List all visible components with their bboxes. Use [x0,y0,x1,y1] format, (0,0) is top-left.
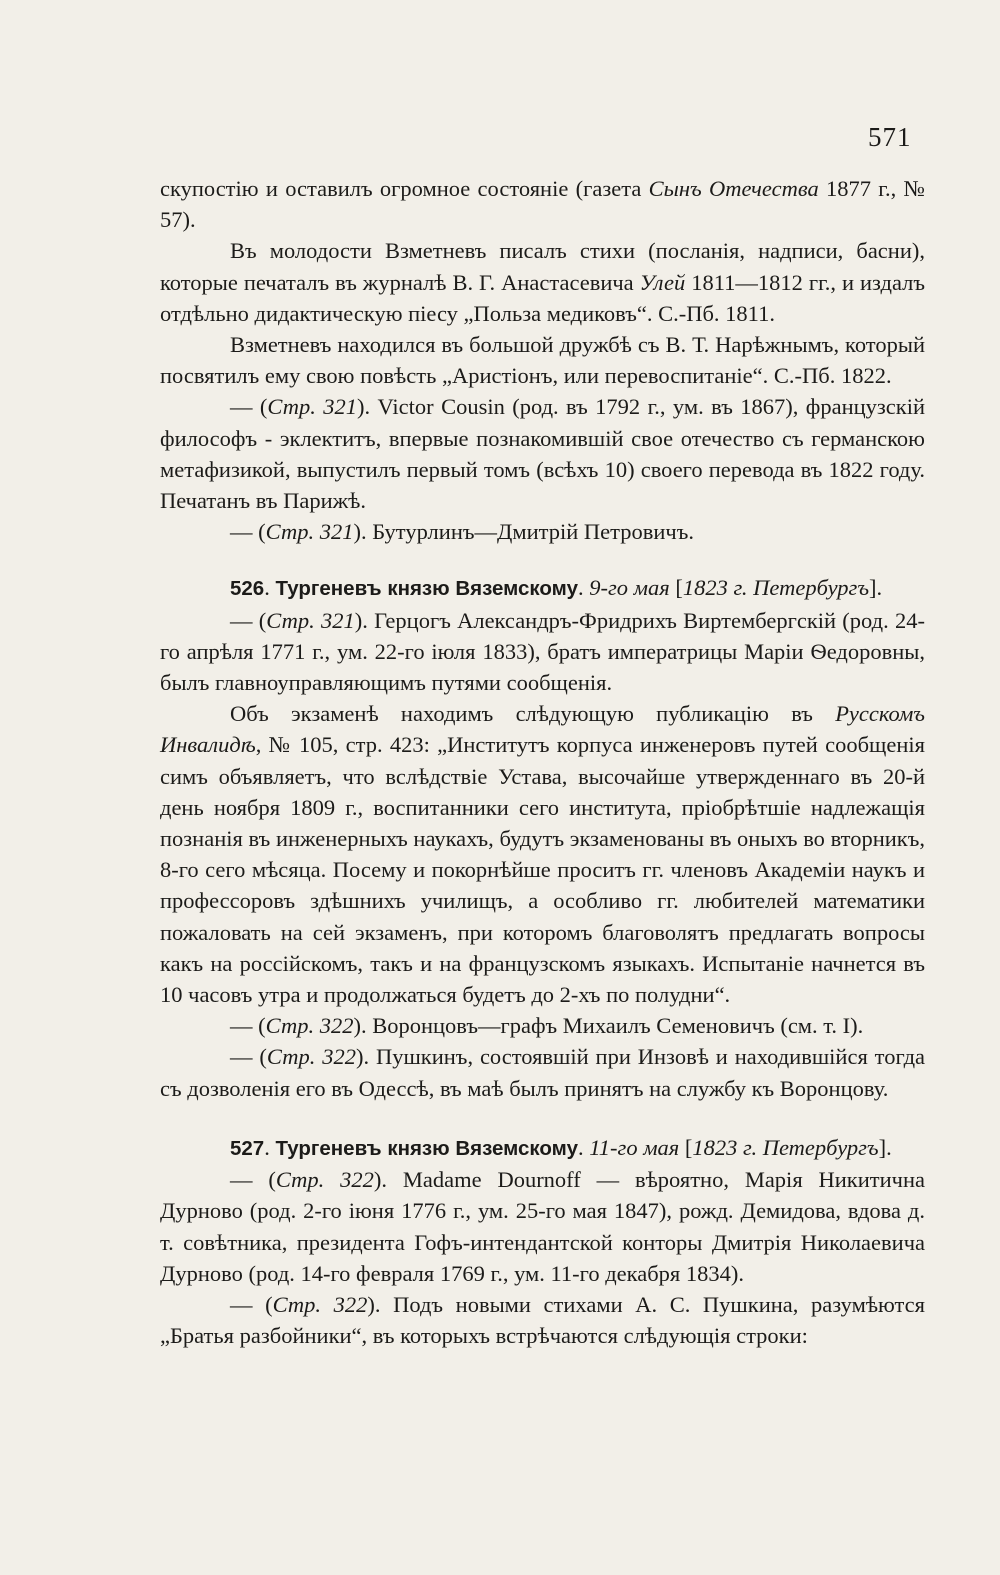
text-run: — ( [230,1167,276,1193]
text-run: ). Воронцовъ—графъ Михаилъ Семеновичъ (см. т. I). [353,1013,864,1039]
italic-text: Стр. 322 [265,1013,354,1039]
paragraph [160,1289,925,1351]
text-run: [ [679,1134,693,1160]
italic-text: 1823 г. Петербургъ [682,575,870,601]
letter-number: 527 [230,1136,265,1160]
paragraph [160,1164,925,1289]
text-run: ). Подъ новыми стихами А. С. Пушкина, разумѣются „Братья разбойники“, въ которыхъ встрѣчаются слѣдующія строки: [160,1291,925,1349]
paragraph [160,605,925,699]
italic-text: 11-го мая [589,1134,680,1160]
italic-text: 9-го мая [589,575,670,601]
text-run: — ( [230,1044,267,1070]
text-run: ). Герцогъ Александръ-Фридрихъ Виртембергскій (род. 24-го апрѣля 1771 г., ум. 22-го іюля 1833), братъ императрицы Маріи Ѳедоровны, былъ главноуправляющимъ путями сообщенія. [160,607,925,696]
page-number: 571 [868,122,912,152]
text-run: ). Бутурлинъ—Дмитрій Петровичъ. [353,519,694,545]
text-run: . [264,575,276,601]
italic-text: Стр. 322 [266,1044,356,1070]
paragraph [160,1132,925,1164]
paragraph [160,1010,925,1041]
text-run: , № 105, стр. 423: „Институтъ корпуса инженеровъ путей сообщенія симъ объявляетъ, что вслѣдствіе Устава, высочайше утвержденнаго въ 20-й день ноября 1809 г., воспитанники сего института, пріобрѣтшіе надлежащія познанія въ инженерныхъ наукахъ, будутъ экзаменованы въ оныхъ во вторникъ, 8-го сего мѣсяца. Посему и покорнѣйше проситъ гг. членовъ Академіи наукъ и профессоровъ здѣшнихъ училищъ, а особливо гг. любителей математики пожаловать на сей экзаменъ, при которомъ благоволятъ предлагать вопросы какъ на россійскомъ, такъ и на французскомъ языкахъ. Испытаніе начнется въ 10 часовъ утра и продолжаться будетъ до 2-хъ по полудни“. [160,732,925,1008]
text-run: Взметневъ находился въ большой дружбѣ съ В. Т. Нарѣжнымъ, который посвятилъ ему свою повѣсть „Аристіонъ, или перевоспитаніе“. С.-Пб. 1822. [160,332,925,389]
paragraph [160,329,925,391]
text-run: ). Пушкинъ, состоявшій при Инзовѣ и находившійся тогда съ дозволенія его въ Одессѣ, въ маѣ былъ принятъ на службу къ Воронцову. [160,1044,926,1101]
italic-text: Стр. 321 [267,394,358,420]
italic-text: 1823 г. Петербургъ [692,1134,879,1160]
italic-text: Стр. 322 [275,1167,374,1193]
text-run: — ( [230,1013,266,1039]
paragraph [160,698,925,1010]
text-run: 1877 г., № 57). [160,176,925,233]
text-run: . [577,575,590,601]
paragraph [160,1041,925,1103]
section-gap [160,1104,925,1132]
paragraph [160,391,925,516]
text-run: [ [669,575,683,601]
text-run: ). Madame Dournoff — вѣроятно, Марія Никитична Дурново (род. 2-го іюня 1776 г., ум. 25-го мая 1847), рожд. Демидова, вдова д. т. совѣтника, президента Гофъ-интендантской конторы Дмитрія Николаевича Дурново (род. 14-го февраля 1769 г., ум. 11-го декабря 1834). [160,1167,925,1286]
text-run: 1811—1812 гг., и издалъ отдѣльно дидактическую піесу „Польза медиковъ“. С.-Пб. 1811. [160,269,925,326]
text-run: . [264,1134,276,1160]
text-run: — ( [230,519,266,545]
page-body [160,173,925,1351]
paragraph [160,235,925,329]
italic-text: Стр. 321 [265,519,354,545]
text-run: Объ экзаменѣ находимъ слѣдующую публикацію въ [230,701,836,727]
italic-text: Сынъ Отечества [648,176,819,201]
letter-heading: Тургеневъ князю Вяземскому [275,1136,578,1160]
text-run: скупостію и оставилъ огромное состояніе (газета [160,176,649,201]
text-run: ]. [869,575,883,601]
italic-text: Стр. 321 [266,607,355,633]
letter-number: 526 [230,577,265,601]
text-run: Въ молодости Взметневъ писалъ стихи (посланія, надписи, басни), которые печаталъ въ журналѣ В. Г. Анастасевича [160,238,925,295]
italic-text: Стр. 322 [272,1291,368,1317]
text-run: ]. [878,1134,892,1160]
paragraph [160,173,925,235]
text-run: . [577,1134,590,1160]
paragraph [160,516,925,547]
italic-text: Русскомъ Инвалидѣ [160,701,925,758]
italic-text: Улей [639,269,686,295]
text-run: ). Victor Cousin (род. въ 1792 г., ум. въ 1867), французскій философъ - эклектитъ, впервые познакомившій свое отечество съ германскою метафизикой, выпустилъ первый томъ (всѣхъ 10) своего перевода въ 1822 году. Печатанъ въ Парижѣ. [160,394,925,514]
section-gap [160,547,925,572]
text-run: — ( [230,1291,273,1317]
paragraph [160,572,925,604]
text-run: — ( [230,607,267,633]
text-run: — ( [230,394,268,420]
letter-heading: Тургеневъ князю Вяземскому [275,577,578,601]
